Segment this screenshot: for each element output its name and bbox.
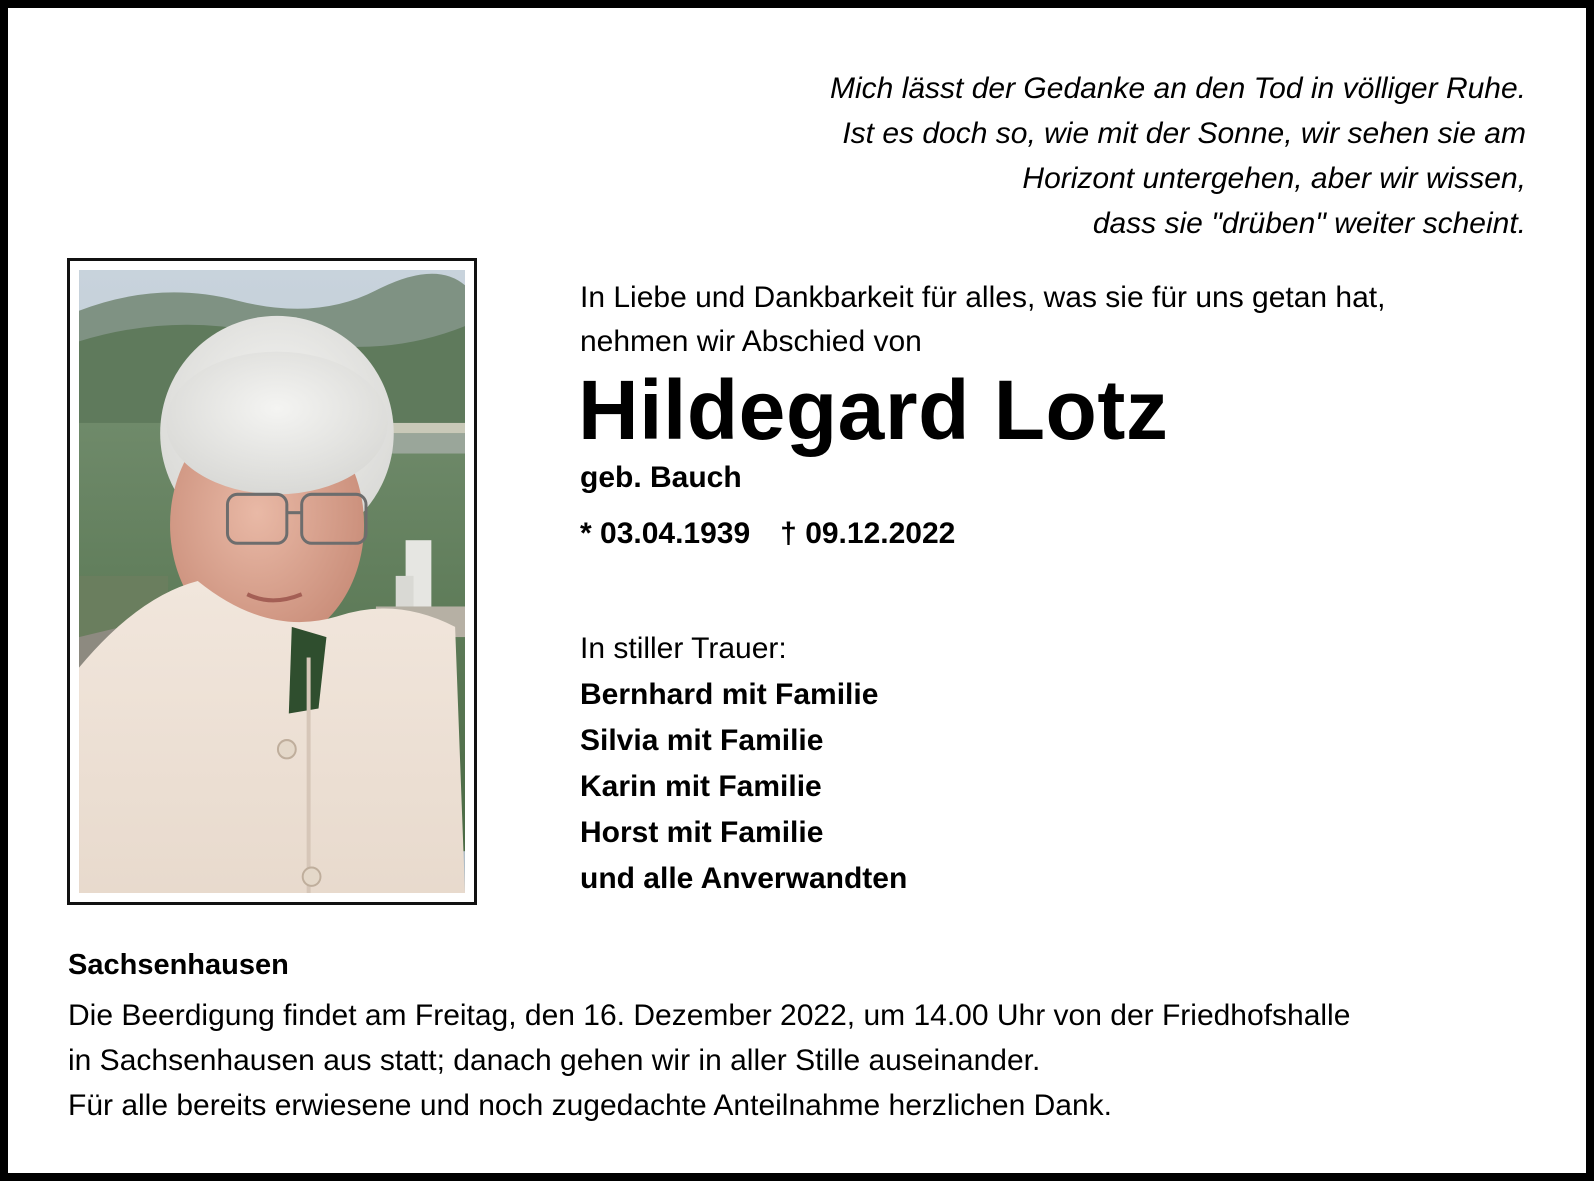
- funeral-info: [68, 993, 1350, 1128]
- mourner-item: Karin mit Familie: [580, 770, 822, 803]
- mourner-item: Horst mit Familie: [580, 816, 824, 849]
- funeral-line: Für alle bereits erwiesene und noch zugedachte Anteilnahme herzlichen Dank.: [68, 1089, 1112, 1122]
- death-date: 09.12.2022: [805, 517, 956, 550]
- quote-line: Ist es doch so, wie mit der Sonne, wir sehen sie am: [842, 117, 1526, 150]
- deceased-name: Hildegard Lotz: [578, 363, 1169, 457]
- mourners-heading: In stiller Trauer:: [580, 632, 787, 665]
- memorial-quote: [626, 66, 1526, 246]
- maiden-name: geb. Bauch: [580, 461, 742, 494]
- mourners-section: [580, 626, 907, 902]
- mourner-item: und alle Anverwandten: [580, 862, 908, 895]
- portrait-photo: [79, 270, 465, 893]
- quote-line: Horizont untergehen, aber wir wissen,: [1022, 162, 1526, 195]
- quote-line: dass sie "drüben" weiter scheint.: [1092, 207, 1526, 240]
- funeral-line: in Sachsenhausen aus statt; danach gehen wir in aller Stille auseinander.: [68, 1044, 1041, 1077]
- birth-date: * 03.04.1939: [580, 517, 751, 550]
- farewell-intro: [580, 276, 1385, 364]
- mourner-item: Bernhard mit Familie: [580, 678, 879, 711]
- life-dates: [580, 514, 955, 554]
- portrait-frame: [67, 258, 477, 905]
- mourners-list: [580, 672, 907, 902]
- funeral-place: Sachsenhausen: [68, 949, 289, 981]
- intro-line: In Liebe und Dankbarkeit für alles, was sie für uns getan hat,: [580, 281, 1386, 314]
- quote-line: Mich lässt der Gedanke an den Tod in völliger Ruhe.: [830, 72, 1526, 105]
- intro-line: nehmen wir Abschied von: [580, 325, 922, 358]
- funeral-line: Die Beerdigung findet am Freitag, den 16. Dezember 2022, um 14.00 Uhr von der Friedhofshalle: [68, 999, 1351, 1032]
- mourner-item: Silvia mit Familie: [580, 724, 824, 757]
- cross-icon: †: [780, 517, 797, 550]
